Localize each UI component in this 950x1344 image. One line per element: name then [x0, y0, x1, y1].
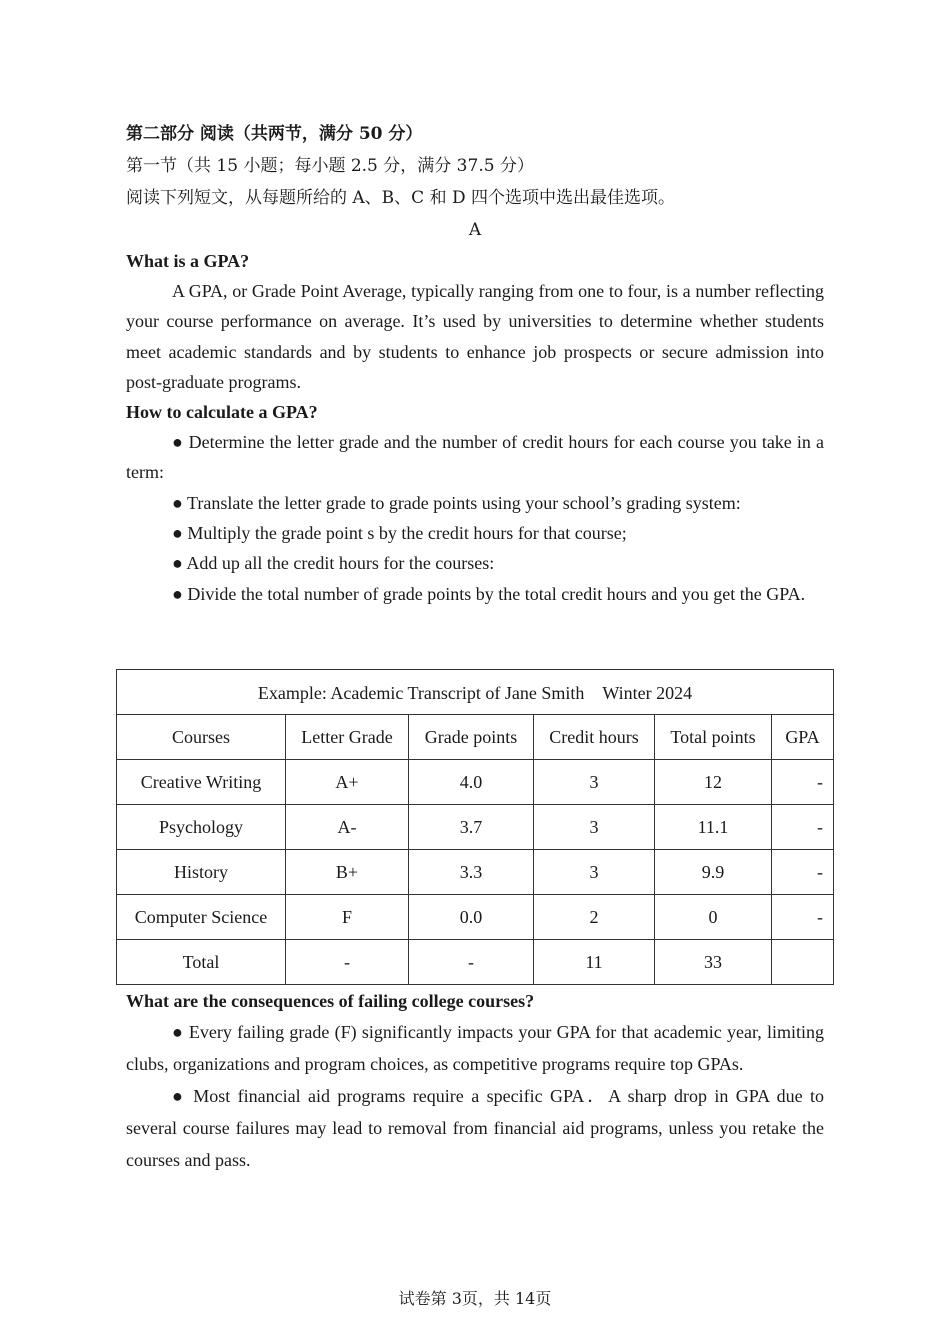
table-cell: Psychology [117, 805, 286, 850]
table-row [117, 895, 834, 940]
table-cell: 3.7 [409, 805, 534, 850]
table-cell: F [286, 895, 409, 940]
table-cell: A+ [286, 760, 409, 805]
consequences-section [126, 986, 824, 1176]
table-cell: 9.9 [655, 850, 772, 895]
table-cell: 3 [534, 850, 655, 895]
column-header: Letter Grade [286, 715, 409, 760]
step-item: ● Translate the letter grade to grade points using your school’s grading system: [172, 492, 741, 513]
table-cell: 2 [534, 895, 655, 940]
table-cell: - [286, 940, 409, 985]
part-title: 第二部分 阅读（共两节，满分 50 分） [126, 124, 423, 144]
column-header: Grade points [409, 715, 534, 760]
table-cell: - [409, 940, 534, 985]
table-row-total [117, 940, 834, 985]
consequence-item: ● Most financial aid programs require a specific GPA．A sharp drop in GPA due to several course failures may lead to removal from financial aid programs, unless you retake the courses and pass. [126, 1086, 824, 1170]
table-row [117, 805, 834, 850]
section-title: 第一节（共 15 小题；每小题 2.5 分，满分 37.5 分） [126, 156, 534, 176]
table-cell: 0 [655, 895, 772, 940]
heading-what-is-gpa: What is a GPA? [126, 251, 250, 271]
heading-consequences: What are the consequences of failing college courses? [126, 991, 535, 1011]
passage-label: A [468, 220, 482, 240]
table-header-row [117, 715, 834, 760]
table-cell: History [117, 850, 286, 895]
transcript-table-wrap [116, 669, 834, 985]
column-header: Credit hours [534, 715, 655, 760]
table-cell: 33 [655, 940, 772, 985]
table-row [117, 850, 834, 895]
page-content [126, 118, 824, 609]
column-header: Courses [117, 715, 286, 760]
table-cell: 12 [655, 760, 772, 805]
consequence-item: ● Every failing grade (F) significantly impacts your GPA for that academic year, limiting clubs, organizations and program choices, as competitive programs require top GPAs. [126, 1022, 824, 1074]
table-cell [772, 940, 834, 985]
column-header: Total points [655, 715, 772, 760]
table-cell: Creative Writing [117, 760, 286, 805]
table-cell: Computer Science [117, 895, 286, 940]
step-item: ● Divide the total number of grade points by the total credit hours and you get the GPA. [172, 583, 806, 604]
table-caption-row [117, 670, 834, 715]
table-cell: - [772, 805, 834, 850]
paragraph-gpa-definition: A GPA, or Grade Point Average, typically ranging from one to four, is a number reflecting your course performance on average. It’s used by universities to determine whether students meet academic standards and by students to enhance job prospects or secure admission into post-graduate programs. [126, 281, 824, 392]
step-item: ● Determine the letter grade and the number of credit hours for each course you take in a term: [126, 432, 824, 483]
table-cell: B+ [286, 850, 409, 895]
table-cell: Total [117, 940, 286, 985]
table-cell: 0.0 [409, 895, 534, 940]
step-item: ● Multiply the grade point s by the credit hours for that course; [172, 523, 627, 544]
heading-how-to-calculate: How to calculate a GPA? [126, 402, 318, 423]
table-caption: Example: Academic Transcript of Jane Smith Winter 2024 [117, 670, 834, 715]
table-cell: 11.1 [655, 805, 772, 850]
step-item: ● Add up all the credit hours for the courses: [172, 553, 495, 574]
transcript-table [116, 669, 834, 985]
table-cell: - [772, 895, 834, 940]
table-cell: - [772, 850, 834, 895]
table-cell: 3 [534, 760, 655, 805]
instruction: 阅读下列短文，从每题所给的 A、B、C 和 D 四个选项中选出最佳选项。 [126, 188, 676, 208]
table-row [117, 760, 834, 805]
table-cell: A- [286, 805, 409, 850]
table-cell: 11 [534, 940, 655, 985]
table-cell: 4.0 [409, 760, 534, 805]
page-footer: 试卷第 3页，共 14页 [398, 1289, 552, 1308]
column-header: GPA [772, 715, 834, 760]
table-cell: 3 [534, 805, 655, 850]
table-cell: - [772, 760, 834, 805]
table-cell: 3.3 [409, 850, 534, 895]
